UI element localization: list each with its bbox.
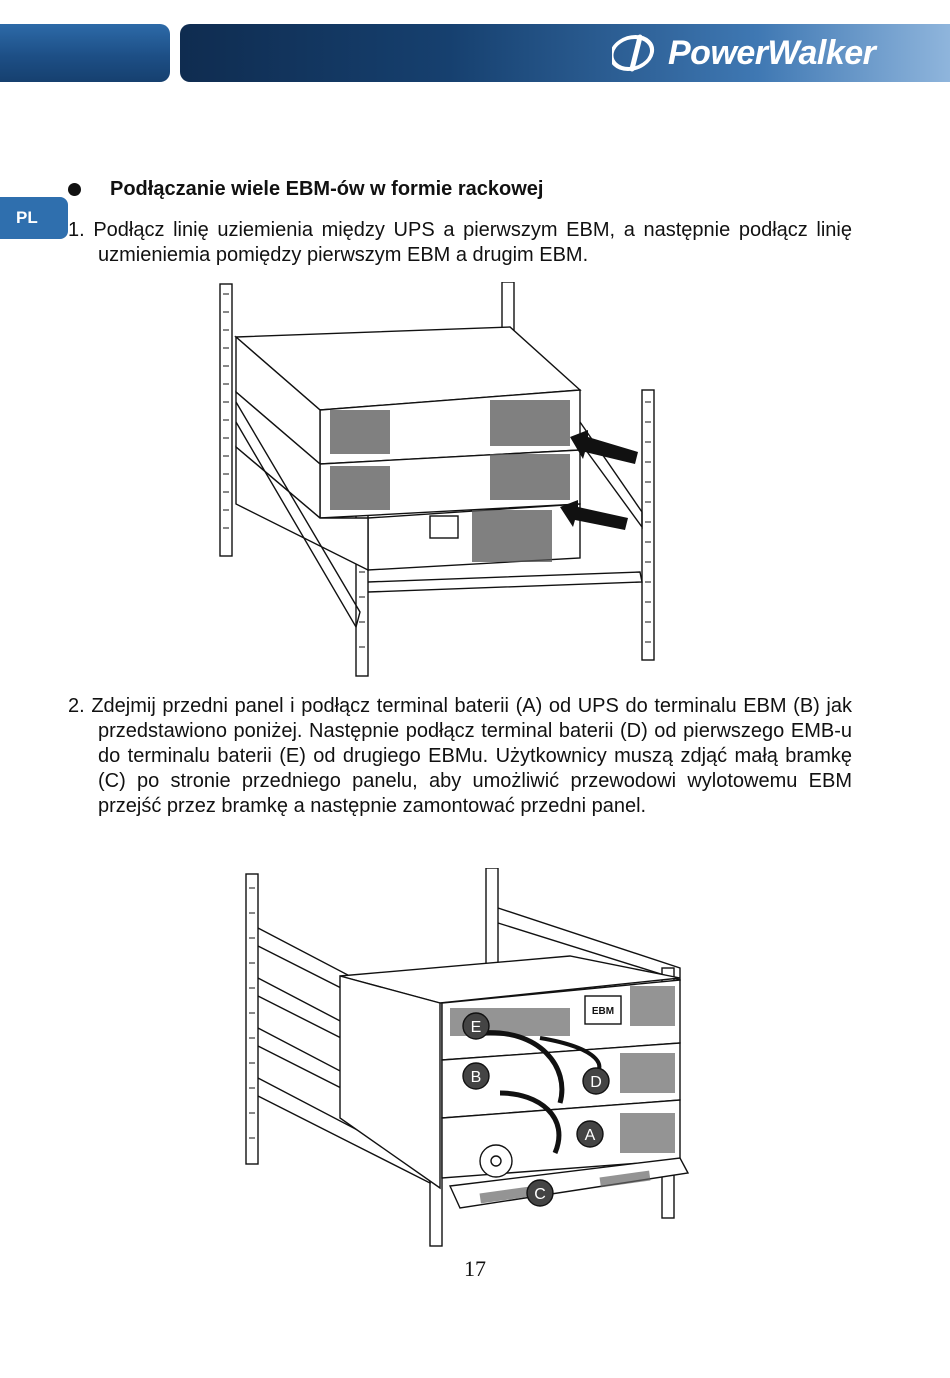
- label-A: [577, 1121, 603, 1147]
- power-symbol-icon: [612, 33, 660, 73]
- svg-text:D: D: [590, 1074, 602, 1091]
- language-tab[interactable]: [0, 197, 68, 239]
- brand-name: PowerWalker: [668, 33, 876, 72]
- label-D: [583, 1068, 609, 1094]
- svg-text:E: E: [470, 1019, 482, 1036]
- ebm-badge: EBM: [591, 1006, 615, 1017]
- step-1-text: Podłącz linię uziemienia między UPS a pierwszym EBM, a następnie podłącz linię uzmieniemia pomiędzy pierwszym EBM a drugim EBM.: [93, 219, 852, 266]
- figure-rack-ground-connection: [210, 282, 660, 677]
- step-1: [68, 218, 852, 268]
- step-2-number: 2.: [68, 695, 85, 717]
- bullet-icon: [68, 183, 81, 196]
- step-1-number: 1.: [68, 219, 85, 241]
- section-title: Podłączanie wiele EBM-ów w formie rackowej: [110, 178, 544, 200]
- section-heading: [68, 178, 543, 201]
- svg-text:C: C: [534, 1186, 546, 1203]
- svg-text:A: A: [584, 1127, 596, 1144]
- label-B: [463, 1063, 489, 1089]
- page-number: 17: [464, 1256, 486, 1281]
- brand-logo: [612, 24, 942, 82]
- svg-text:B: B: [470, 1069, 482, 1086]
- step-2: [68, 694, 852, 819]
- step-2-text: Zdejmij przedni panel i podłącz terminal baterii (A) od UPS do terminalu EBM (B) jak przedstawiono poniżej. Następnie podłącz terminal baterii (D) od pierwszego EMB-u do terminalu baterii (E) od drugiego EBMu. Użytkownicy muszą zdjąć małą bramkę (C) po stronie przedniego panelu, aby umożliwić przewodowi wylotowemu EBM przejść przez bramkę a następnie zamontować przedni panel.: [91, 695, 853, 817]
- label-E: [463, 1013, 489, 1039]
- language-tab-label: PL: [16, 208, 38, 227]
- label-C: [527, 1180, 553, 1206]
- header-left-bar: [0, 24, 170, 82]
- figure-battery-terminals: [240, 868, 690, 1248]
